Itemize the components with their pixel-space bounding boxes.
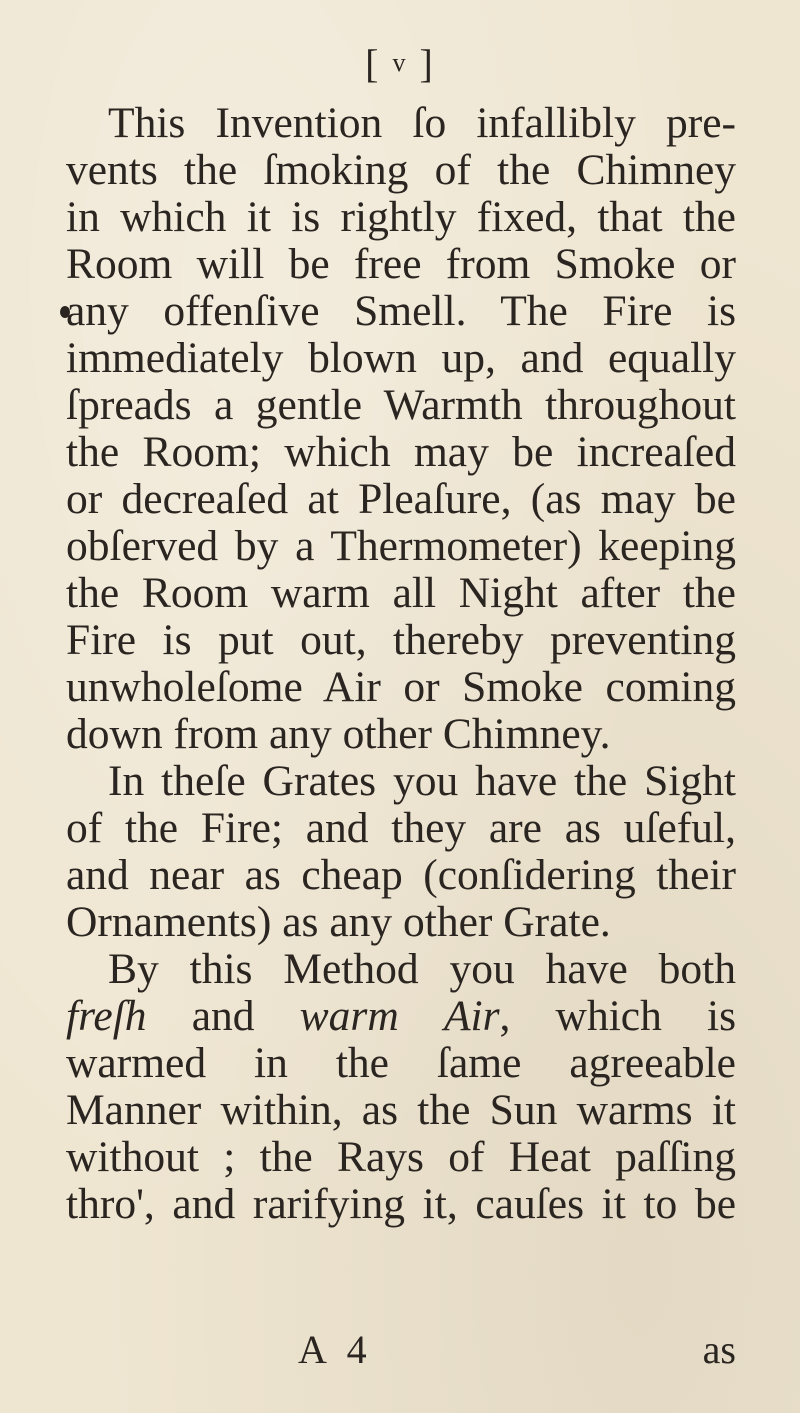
text-line: vents the ſmoking of the Chimney bbox=[66, 146, 736, 194]
text-line: without ; the Rays of Heat paſſing bbox=[66, 1133, 736, 1181]
text-line: Fire is put out, thereby preventing bbox=[66, 616, 736, 664]
body-text bbox=[66, 100, 736, 1228]
text-line: Manner within, as the Sun warms it bbox=[66, 1086, 736, 1134]
text-line: obſerved by a Thermometer) keeping bbox=[66, 522, 736, 570]
text-line: unwholeſome Air or Smoke coming bbox=[66, 663, 736, 711]
text-line: in which it is rightly fixed, that the bbox=[66, 193, 736, 241]
header-bracket-left: [ bbox=[365, 41, 381, 86]
text-line: and near as cheap (conſidering their bbox=[66, 851, 736, 899]
italic-word: warm bbox=[299, 992, 399, 1040]
text-line: ſpreads a gentle Warmth throughout bbox=[66, 381, 736, 429]
text-fragment: , which is bbox=[499, 992, 737, 1040]
text-line: By this Method you have both bbox=[108, 945, 736, 993]
page-header bbox=[0, 40, 800, 87]
text-line: the Room; which may be increaſed bbox=[66, 428, 736, 476]
signature-mark: A 4 bbox=[298, 1327, 373, 1372]
text-line: any offenſive Smell. The Fire is bbox=[66, 287, 736, 335]
text-line: This Invention ſo infallibly pre- bbox=[108, 99, 736, 147]
text-line: or decreaſed at Pleaſure, (as may be bbox=[66, 475, 736, 523]
italic-word: Air bbox=[443, 992, 500, 1040]
header-page-numeral: v bbox=[392, 48, 408, 77]
text-fragment: and bbox=[191, 992, 255, 1040]
italic-word: freſh bbox=[66, 992, 147, 1040]
page-footer bbox=[0, 1326, 800, 1376]
text-line: Ornaments) as any other Grate. bbox=[66, 898, 611, 946]
text-line: immediately blown up, and equally bbox=[66, 334, 736, 382]
header-bracket-right: ] bbox=[419, 41, 435, 86]
text-line: thro', and rarifying it, cauſes it to be bbox=[66, 1180, 736, 1228]
text-line: Room will be free from Smoke or bbox=[66, 240, 736, 288]
text-line: down from any other Chimney. bbox=[66, 710, 611, 758]
text-line: of the Fire; and they are as uſeful, bbox=[66, 804, 736, 852]
text-line: In theſe Grates you have the Sight bbox=[108, 757, 736, 805]
text-line: the Room warm all Night after the bbox=[66, 569, 736, 617]
text-line: warmed in the ſame agreeable bbox=[66, 1039, 736, 1087]
catchword: as bbox=[702, 1327, 736, 1372]
text-line-mixed bbox=[66, 993, 736, 1040]
